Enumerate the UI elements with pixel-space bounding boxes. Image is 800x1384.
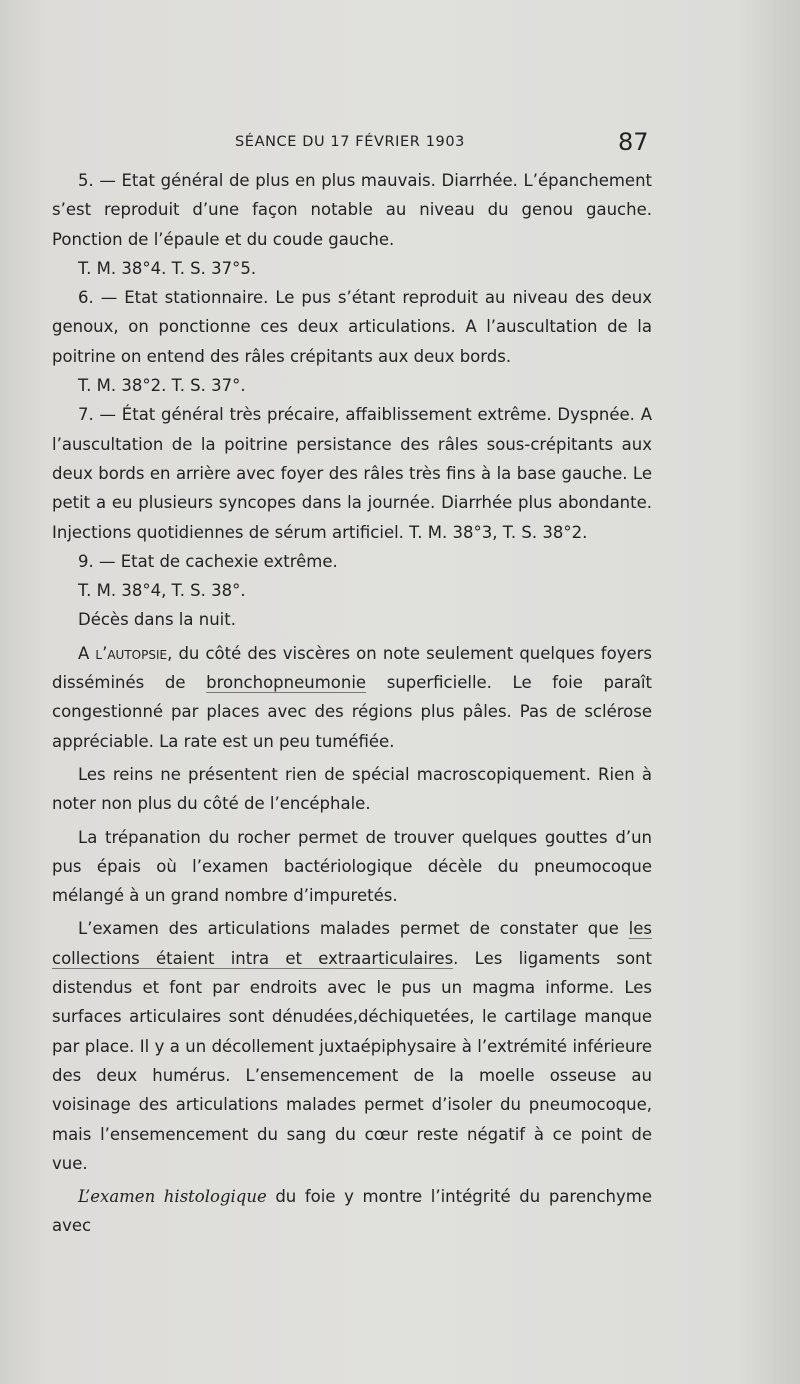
autopsy-underlined: bronchopneumonie: [206, 673, 367, 693]
autopsy-text-a: du côté des viscères on note seulement quelques foyers disséminés de: [52, 643, 652, 693]
paragraph-day-6: 6. — Etat stationnaire. Le pus s’étant reproduit au niveau des deux genoux, on ponctionne ces deux articulations. A l’auscultation de la poitrine on entend des râles crépitants aux deux bords.: [52, 288, 652, 366]
paragraph-day-9: 9. — Etat de cachexie extrême.: [78, 551, 338, 571]
autopsy-lead: A l’autopsie,: [78, 643, 173, 663]
body-text: [52, 166, 652, 1241]
paragraph-day-5: 5. — Etat général de plus en plus mauvais. Diarrhée. L’épanchement s’est reproduit d’une façon notable au niveau du genou gauche. Ponction de l’épaule et du coude gauche.: [52, 171, 652, 249]
running-head: SÉANCE DU 17 FÉVRIER 1903: [235, 134, 465, 150]
paragraph-kidneys: Les reins ne présentent rien de spécial macroscopiquement. Rien à noter non plus du côté de l’encéphale.: [52, 764, 652, 814]
page-number: 87: [618, 128, 649, 156]
paragraph-day-7: 7. — État général très précaire, affaiblissement extrême. Dyspnée. A l’auscultation de la poitrine persistance des râles sous-crépitants aux deux bords en arrière avec foyer des râles très fins à la base gauche. Le petit a eu plusieurs syncopes dans la journée. Diarrhée plus abondante. Injections quotidiennes de sérum artificiel. T. M. 38°3, T. S. 38°2.: [52, 405, 652, 542]
death-note: Décès dans la nuit.: [78, 610, 236, 630]
paragraph-autopsy: [52, 639, 652, 756]
page-header: [0, 128, 800, 158]
temperature-day-6: T. M. 38°2. T. S. 37°.: [78, 376, 246, 396]
histology-italic: L’examen histologique: [78, 1187, 267, 1207]
joints-text-b: . Les ligaments sont distendus et font par endroits avec le pus un magma informe. Les surfaces articulaires sont dénudées,déchiquetées, le cartilage manque par place. Il y a un décollement juxtaépiphysaire à l’extrémité inférieure des deux humérus. L’ensemencement de la moelle osseuse au voisinage des articulations malades permet d’isoler du pneumocoque, mais l’ensemencement du sang du cœur reste négatif à ce point de vue.: [52, 948, 652, 1173]
temperature-day-9: T. M. 38°4, T. S. 38°.: [78, 581, 246, 601]
joints-underlined: les collections étaient intra et extraarticulaires: [52, 919, 652, 968]
paragraph-histology: [52, 1182, 652, 1241]
joints-text-a: L’examen des articulations malades permet de constater que: [78, 919, 629, 939]
temperature-day-5: T. M. 38°4. T. S. 37°5.: [78, 258, 257, 278]
autopsy-text-b: superficielle. Le foie paraît congestionné par places avec des régions plus pâles. Pas de sclérose appréciable. La rate est un peu tuméfiée.: [52, 673, 652, 751]
paragraph-trepanation: La trépanation du rocher permet de trouver quelques gouttes d’un pus épais où l’examen bactériologique décèle du pneumocoque mélangé à un grand nombre d’impuretés.: [52, 827, 652, 906]
paragraph-joints: [52, 914, 652, 1178]
histology-text: du foie y montre l’intégrité du parenchyme avec: [52, 1187, 652, 1236]
